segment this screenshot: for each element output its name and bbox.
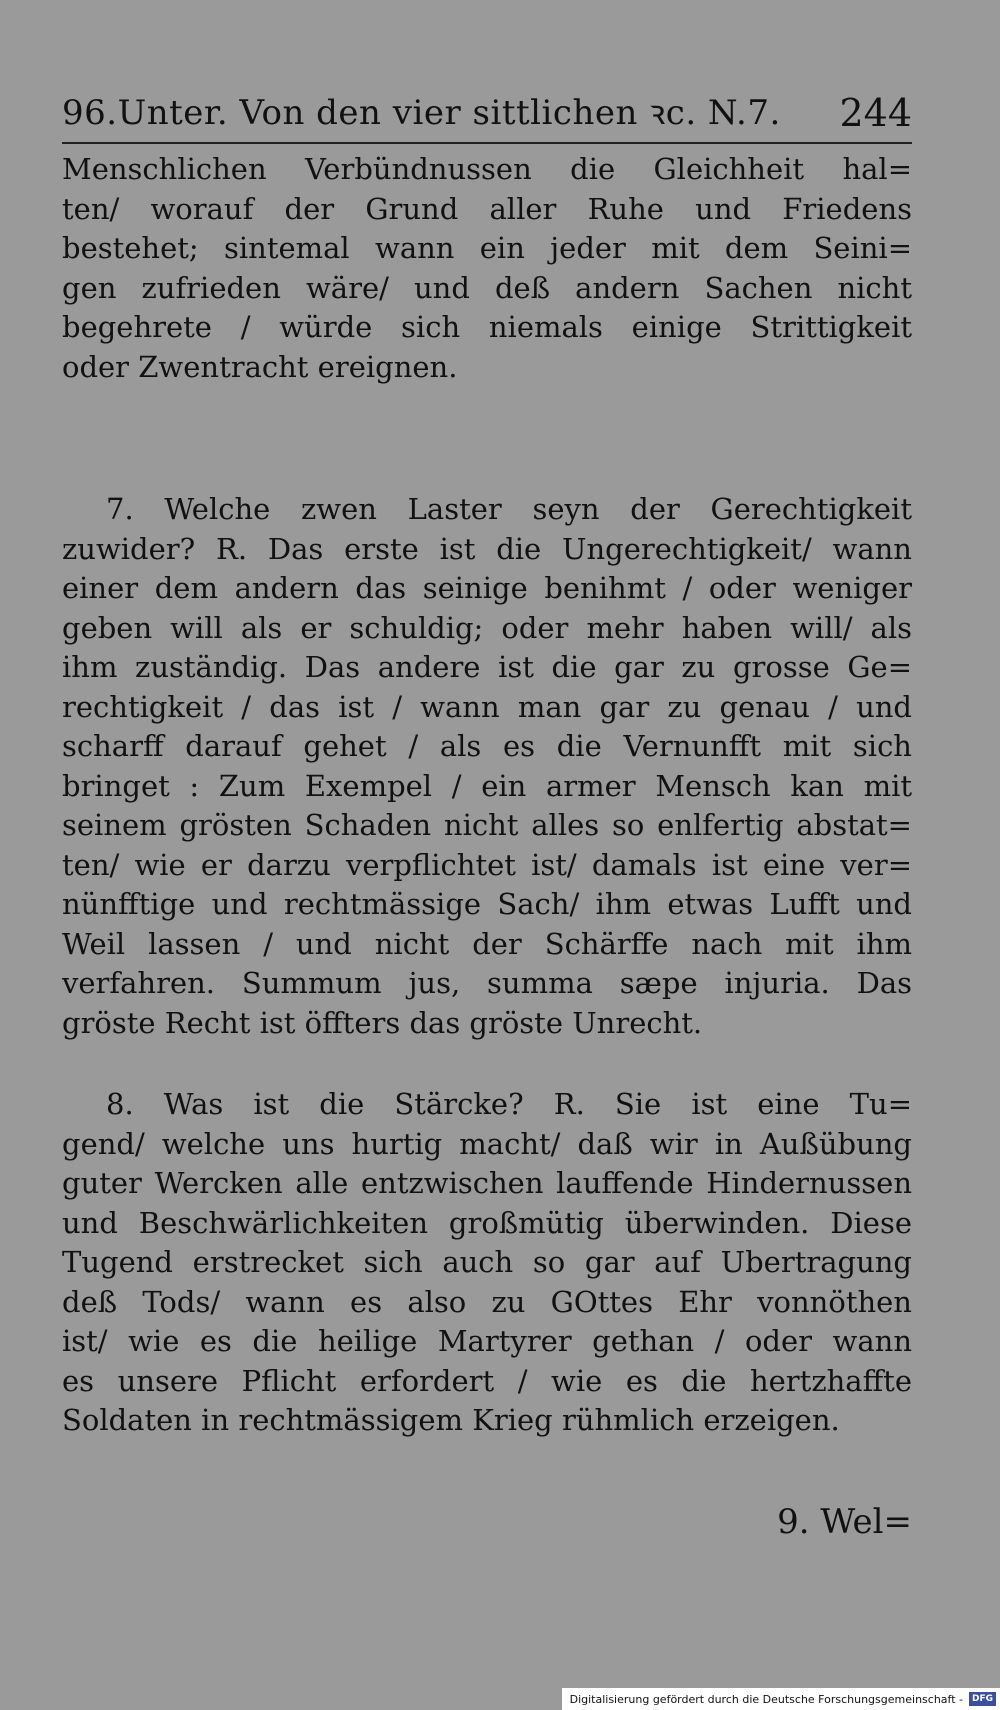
page-number: 244 (839, 91, 912, 135)
text-line: begehrete / würde sich niemals einige Strittigkeit (62, 310, 912, 344)
running-title: 96.Unter. Von den vier sittlichen ꝛc. N.7. (62, 93, 781, 133)
text-line: 8. Was ist die Stärcke? R. Sie ist eine Tu= (106, 1087, 912, 1121)
text-line: Menschlichen Verbündnussen die Gleichheit hal= (62, 152, 912, 186)
text-line: ihm zuständig. Das andere ist die gar zu grosse Ge= (62, 650, 912, 684)
text-line: Tugend erstrecket sich auch so gar auf Ubertragung (62, 1245, 912, 1279)
paragraph-continuation (62, 150, 912, 387)
text-line: scharff darauf gehet / als es die Vernunfft mit sich (62, 729, 912, 763)
digitization-credit: Digitalisierung gefördert durch die Deutsche Forschungsgemeinschaft - (569, 1692, 963, 1706)
text-line: guter Wercken alle entzwischen lauffende Hindernussen (62, 1166, 912, 1200)
page-header (62, 88, 912, 138)
text-line: einer dem andern das seinige benihmt / oder weniger (62, 571, 912, 605)
text-line: 7. Welche zwen Laster seyn der Gerechtigkeit (106, 492, 912, 526)
text-line: ten/ wie er darzu verpflichtet ist/ damals ist eine ver= (62, 847, 912, 882)
digitization-credit-bar (562, 1688, 1000, 1710)
text-line: geben will als er schuldig; oder mehr haben will/ als (62, 610, 912, 645)
text-line: ten/ worauf der Grund aller Ruhe und Friedens (62, 191, 912, 226)
text-line: bringet : Zum Exempel / ein armer Mensch kan mit (62, 768, 912, 803)
text-line: seinem grösten Schaden nicht alles so enlfertig abstat= (62, 808, 912, 842)
text-line: gröste Recht ist öffters das gröste Unrecht. (62, 1005, 703, 1040)
paragraph-question-8 (62, 1085, 912, 1441)
paragraph-question-7 (62, 490, 912, 1043)
header-rule (62, 142, 912, 144)
text-line: oder Zwentracht ereignen. (62, 349, 458, 384)
text-line: gen zufrieden wäre/ und deß andern Sachen nicht (62, 270, 912, 305)
catchword: 9. Wel= (777, 1502, 912, 1542)
text-line: gend/ welche uns hurtig macht/ daß wir in Außübung (62, 1126, 912, 1161)
text-line: nünfftige und rechtmässige Sach/ ihm etwas Lufft und (62, 887, 912, 921)
text-line: es unsere Pflicht erfordert / wie es die hertzhaffte (62, 1363, 912, 1398)
text-line: und Beschwärlichkeiten großmütig überwinden. Diese (62, 1205, 912, 1240)
text-line: ist/ wie es die heilige Martyrer gethan / oder wann (62, 1324, 912, 1358)
dfg-logo-icon: DFG (969, 1692, 996, 1706)
text-line: Soldaten in rechtmässigem Krieg rühmlich erzeigen. (62, 1403, 840, 1437)
text-line: zuwider? R. Das erste ist die Ungerechtigkeit/ wann (62, 531, 912, 566)
text-line: rechtigkeit / das ist / wann man gar zu genau / und (62, 689, 912, 724)
text-line: verfahren. Summum jus, summa sæpe injuria. Das (62, 966, 912, 1000)
text-line: bestehet; sintemal wann ein jeder mit dem Seini= (62, 231, 912, 265)
text-line: deß Tods/ wann es also zu GOttes Ehr vonnöthen (62, 1284, 912, 1319)
text-line: Weil lassen / und nicht der Schärffe nach mit ihm (62, 926, 912, 961)
